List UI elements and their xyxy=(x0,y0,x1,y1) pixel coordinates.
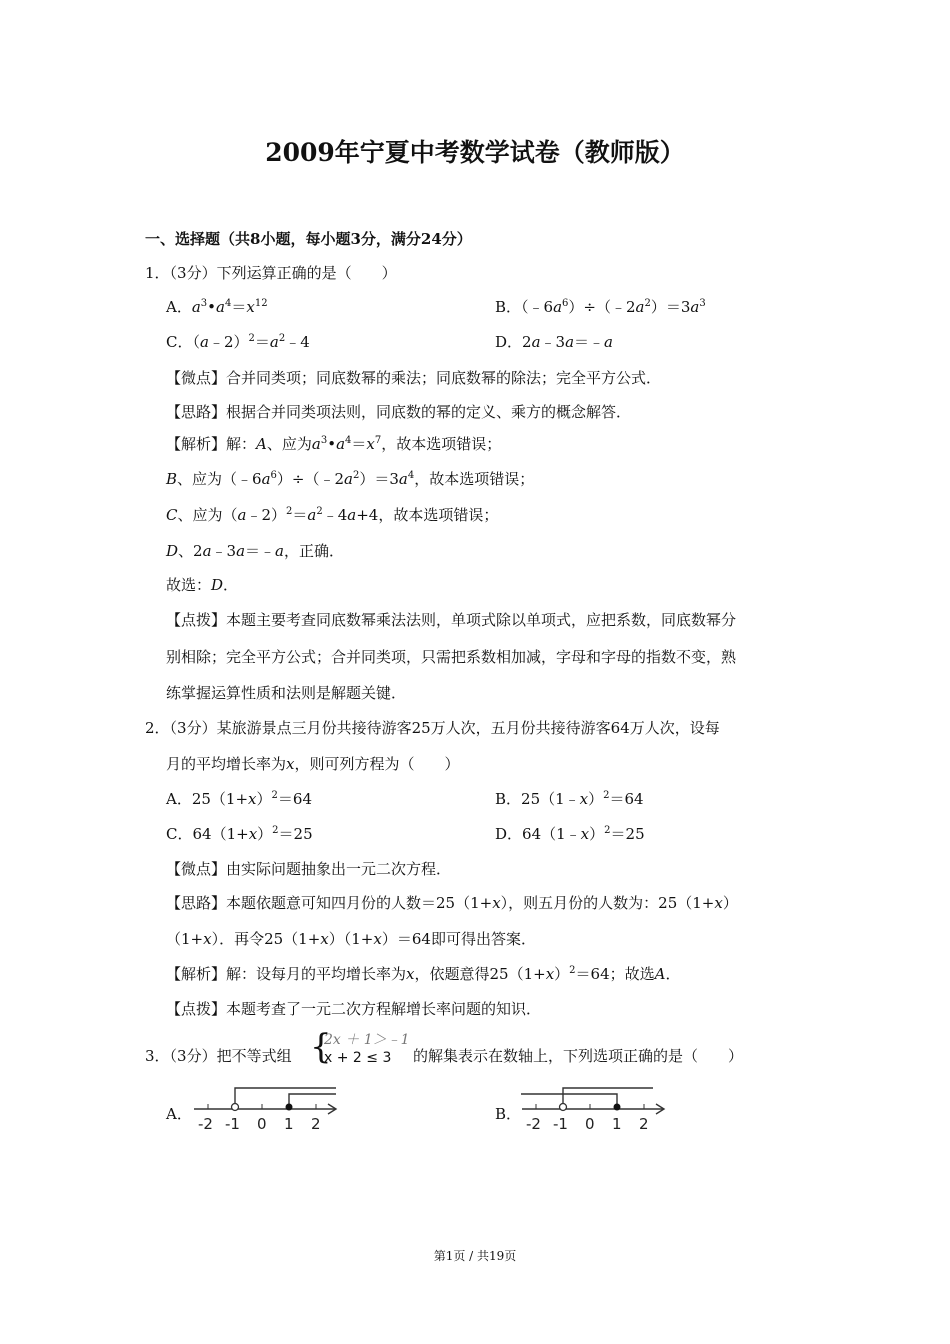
q2-stem-2: 月的平均增长率为x，则可列方程为（ ） xyxy=(166,755,460,773)
q3-stem-post: 的解集表示在数轴上，下列选项正确的是（ ） xyxy=(413,1047,744,1065)
q2-silu-2: （1+x）．再令25（1+x）（1+x）＝64即可得出答案． xyxy=(166,930,536,948)
q2-stem-1: 2．（3分）某旅游景点三月份共接待游客25万人次，五月份共接待游客64万人次，设每 xyxy=(145,719,720,737)
q1-dianbo-2: 别相除；完全平方公式；合并同类项，只需把系数相加减，字母和字母的指数不变，熟 xyxy=(166,648,737,666)
q1-stem: 1．（3分）下列运算正确的是（ ） xyxy=(145,264,397,282)
q1-jiexi-2: B、应为$(﹣6a^6)\div(﹣2a^2)=3a^4$，故本选项错误； xyxy=(166,470,535,488)
open-point xyxy=(232,1104,239,1111)
open-point xyxy=(560,1104,567,1111)
left-brace: { xyxy=(310,1027,332,1067)
inequality-1: 2x ＋ 1＞﹣1 xyxy=(324,1032,410,1048)
q1-jiexi-4: D、2a﹣3a＝﹣a，正确． xyxy=(166,542,345,560)
q1-option-a: A．$a^3•a^4=x^{12}$ xyxy=(166,298,268,316)
q2-dianbo: 【点拨】本题考查了一元二次方程解增长率问题的知识． xyxy=(166,1000,542,1018)
q2-option-a: A．$25(1+x)^2=64$ xyxy=(166,790,312,808)
tick-label: -1 xyxy=(553,1115,568,1133)
closed-point xyxy=(286,1104,293,1111)
q2-silu-1: 【思路】本题依题意可知四月份的人数＝25（1+x），则五月份的人数为：25（1+x） xyxy=(166,894,738,912)
tick-label: 2 xyxy=(639,1115,649,1133)
inequality-2: x + 2 ≤ 3 xyxy=(324,1050,392,1066)
section-heading: 一、选择题（共8小题，每小题3分，满分24分） xyxy=(145,230,472,248)
q1-jiexi-1: 【解析】解：A、应为$a^3•a^4=x^7$，故本选项错误； xyxy=(166,435,502,453)
q1-weidian: 【微点】合并同类项；同底数幂的乘法；同底数幂的除法；完全平方公式． xyxy=(166,369,662,387)
number-line-a xyxy=(190,1080,350,1136)
q2-weidian: 【微点】由实际问题抽象出一元二次方程． xyxy=(166,860,452,878)
number-line-b xyxy=(518,1080,678,1136)
solution-ray-2 xyxy=(521,1094,617,1105)
q1-option-b: B．$(﹣6a^6)\div(﹣2a^2)=3a^3$ xyxy=(495,298,706,316)
q1-dianbo-3: 练掌握运算性质和法则是解题关键． xyxy=(166,684,407,702)
closed-point xyxy=(614,1104,621,1111)
solution-ray-2 xyxy=(289,1094,336,1105)
q1-jiexi-3: C、应为$(a﹣2)^2=a^2﹣4a+4$，故本选项错误； xyxy=(166,506,499,524)
tick-label: -2 xyxy=(198,1115,213,1133)
q1-option-c: C．$(a﹣2)^2=a^2﹣4$ xyxy=(166,333,310,351)
tick-label: 1 xyxy=(612,1115,622,1133)
q3-option-b-label: B． xyxy=(495,1105,522,1123)
tick-label: 0 xyxy=(257,1115,267,1133)
tick-label: -1 xyxy=(225,1115,240,1133)
page-title: 2009年宁夏中考数学试卷（教师版） xyxy=(265,138,685,167)
q2-option-b: B．25（1﹣x）$^2$＝64 xyxy=(495,790,644,808)
tick-label: 0 xyxy=(585,1115,595,1133)
q1-option-d: D．2a﹣3a＝﹣a xyxy=(495,333,613,351)
q1-dianbo-1: 【点拨】本题主要考查同底数幂乘法法则，单项式除以单项式，应把系数，同底数幂分 xyxy=(166,611,737,629)
tick-label: 2 xyxy=(311,1115,321,1133)
q2-option-c: C．$64(1+x)^2=25$ xyxy=(166,825,313,843)
q3-stem-pre: 3．（3分）把不等式组 xyxy=(145,1047,292,1065)
q1-jiexi-5: 故选：D． xyxy=(166,576,239,594)
page-footer: 第1页 / 共19页 xyxy=(433,1249,517,1263)
q2-option-d: D．64（1﹣x）$^2$＝25 xyxy=(495,825,645,843)
q1-silu: 【思路】根据合并同类项法则，同底数的幂的定义、乘方的概念解答． xyxy=(166,403,632,421)
tick-label: 1 xyxy=(284,1115,294,1133)
solution-ray-1 xyxy=(235,1088,336,1105)
solution-ray-1 xyxy=(563,1088,653,1105)
tick-label: -2 xyxy=(526,1115,541,1133)
q3-option-a-label: A． xyxy=(166,1105,192,1123)
q2-jiexi: 【解析】解：设每月的平均增长率为x，依题意得$25(1+x)^2=64$；故选A． xyxy=(166,965,681,983)
inequality-system xyxy=(324,1031,410,1067)
